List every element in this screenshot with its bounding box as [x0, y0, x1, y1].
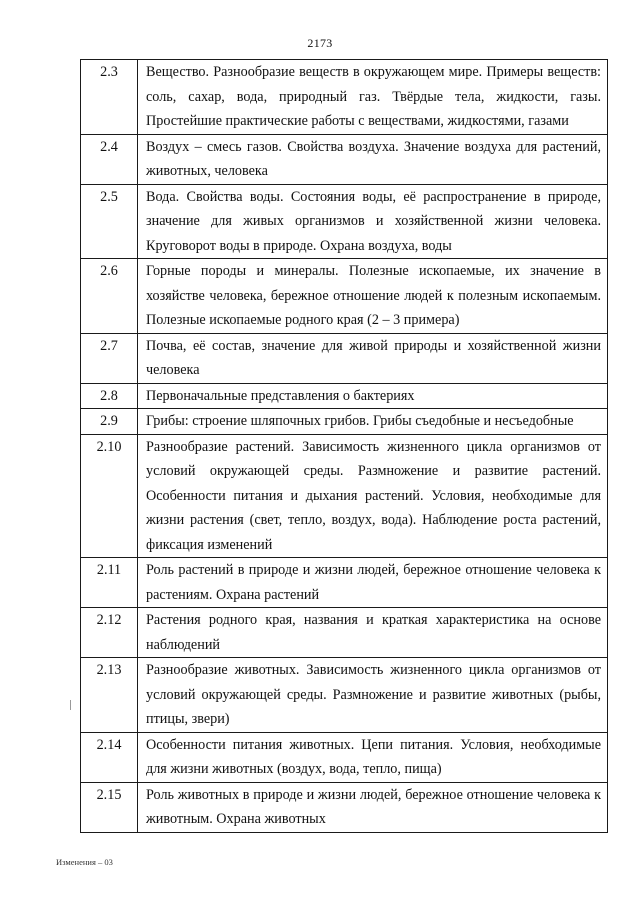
table-row: [81, 558, 608, 608]
scan-mark: [70, 700, 71, 710]
section-number: 2.11: [81, 558, 138, 608]
table-row: [81, 184, 608, 259]
section-number: 2.7: [81, 333, 138, 383]
section-number: 2.6: [81, 259, 138, 334]
table-row: [81, 732, 608, 782]
section-number: 2.10: [81, 434, 138, 558]
table-row: [81, 658, 608, 733]
section-text: Растения родного края, названия и краткая характеристика на основе наблюдений: [138, 608, 608, 658]
section-text: Горные породы и минералы. Полезные ископаемые, их значение в хозяйстве человека, бережное отношение людей к полезным ископаемым. Полезные ископаемые родного края (2 – 3 примера): [138, 259, 608, 334]
section-number: 2.14: [81, 732, 138, 782]
section-number: 2.5: [81, 184, 138, 259]
table-row: [81, 782, 608, 832]
section-text: Разнообразие животных. Зависимость жизненного цикла организмов от условий окружающей среды. Размножение и развитие животных (рыбы, птицы, звери): [138, 658, 608, 733]
table-row: [81, 434, 608, 558]
footer-revision: Изменения – 03: [56, 857, 113, 867]
section-text: Почва, её состав, значение для живой природы и хозяйственной жизни человека: [138, 333, 608, 383]
section-number: 2.12: [81, 608, 138, 658]
section-number: 2.4: [81, 134, 138, 184]
table-row: [81, 259, 608, 334]
section-text: Особенности питания животных. Цепи питания. Условия, необходимые для жизни животных (воздух, вода, тепло, пища): [138, 732, 608, 782]
section-number: 2.9: [81, 409, 138, 435]
table-body: [81, 60, 608, 833]
section-text: Роль растений в природе и жизни людей, бережное отношение человека к растениям. Охрана растений: [138, 558, 608, 608]
section-text: Разнообразие растений. Зависимость жизненного цикла организмов от условий окружающей среды. Размножение и развитие растений. Особенности питания и дыхания растений. Условия, необходимые для жизни растения (свет, тепло, воздух, вода). Наблюдение роста растений, фиксация изменений: [138, 434, 608, 558]
section-text: Воздух – смесь газов. Свойства воздуха. Значение воздуха для растений, животных, человека: [138, 134, 608, 184]
section-text: Вода. Свойства воды. Состояния воды, её распространение в природе, значение для живых организмов и хозяйственной жизни человека. Круговорот воды в природе. Охрана воздуха, воды: [138, 184, 608, 259]
table-row: [81, 409, 608, 435]
table-row: [81, 60, 608, 135]
table-row: [81, 134, 608, 184]
section-text: Вещество. Разнообразие веществ в окружающем мире. Примеры веществ: соль, сахар, вода, природный газ. Твёрдые тела, жидкости, газы. Простейшие практические работы с веществами, жидкостями, газами: [138, 60, 608, 135]
section-number: 2.13: [81, 658, 138, 733]
table-row: [81, 333, 608, 383]
section-number: 2.3: [81, 60, 138, 135]
page-number: 2173: [307, 36, 333, 50]
section-number: 2.8: [81, 383, 138, 409]
table-row: [81, 383, 608, 409]
section-text: Роль животных в природе и жизни людей, бережное отношение человека к животным. Охрана животных: [138, 782, 608, 832]
section-text: Первоначальные представления о бактериях: [138, 383, 608, 409]
table-row: [81, 608, 608, 658]
curriculum-table: [80, 59, 608, 833]
section-text: Грибы: строение шляпочных грибов. Грибы съедобные и несъедобные: [138, 409, 608, 435]
section-number: 2.15: [81, 782, 138, 832]
